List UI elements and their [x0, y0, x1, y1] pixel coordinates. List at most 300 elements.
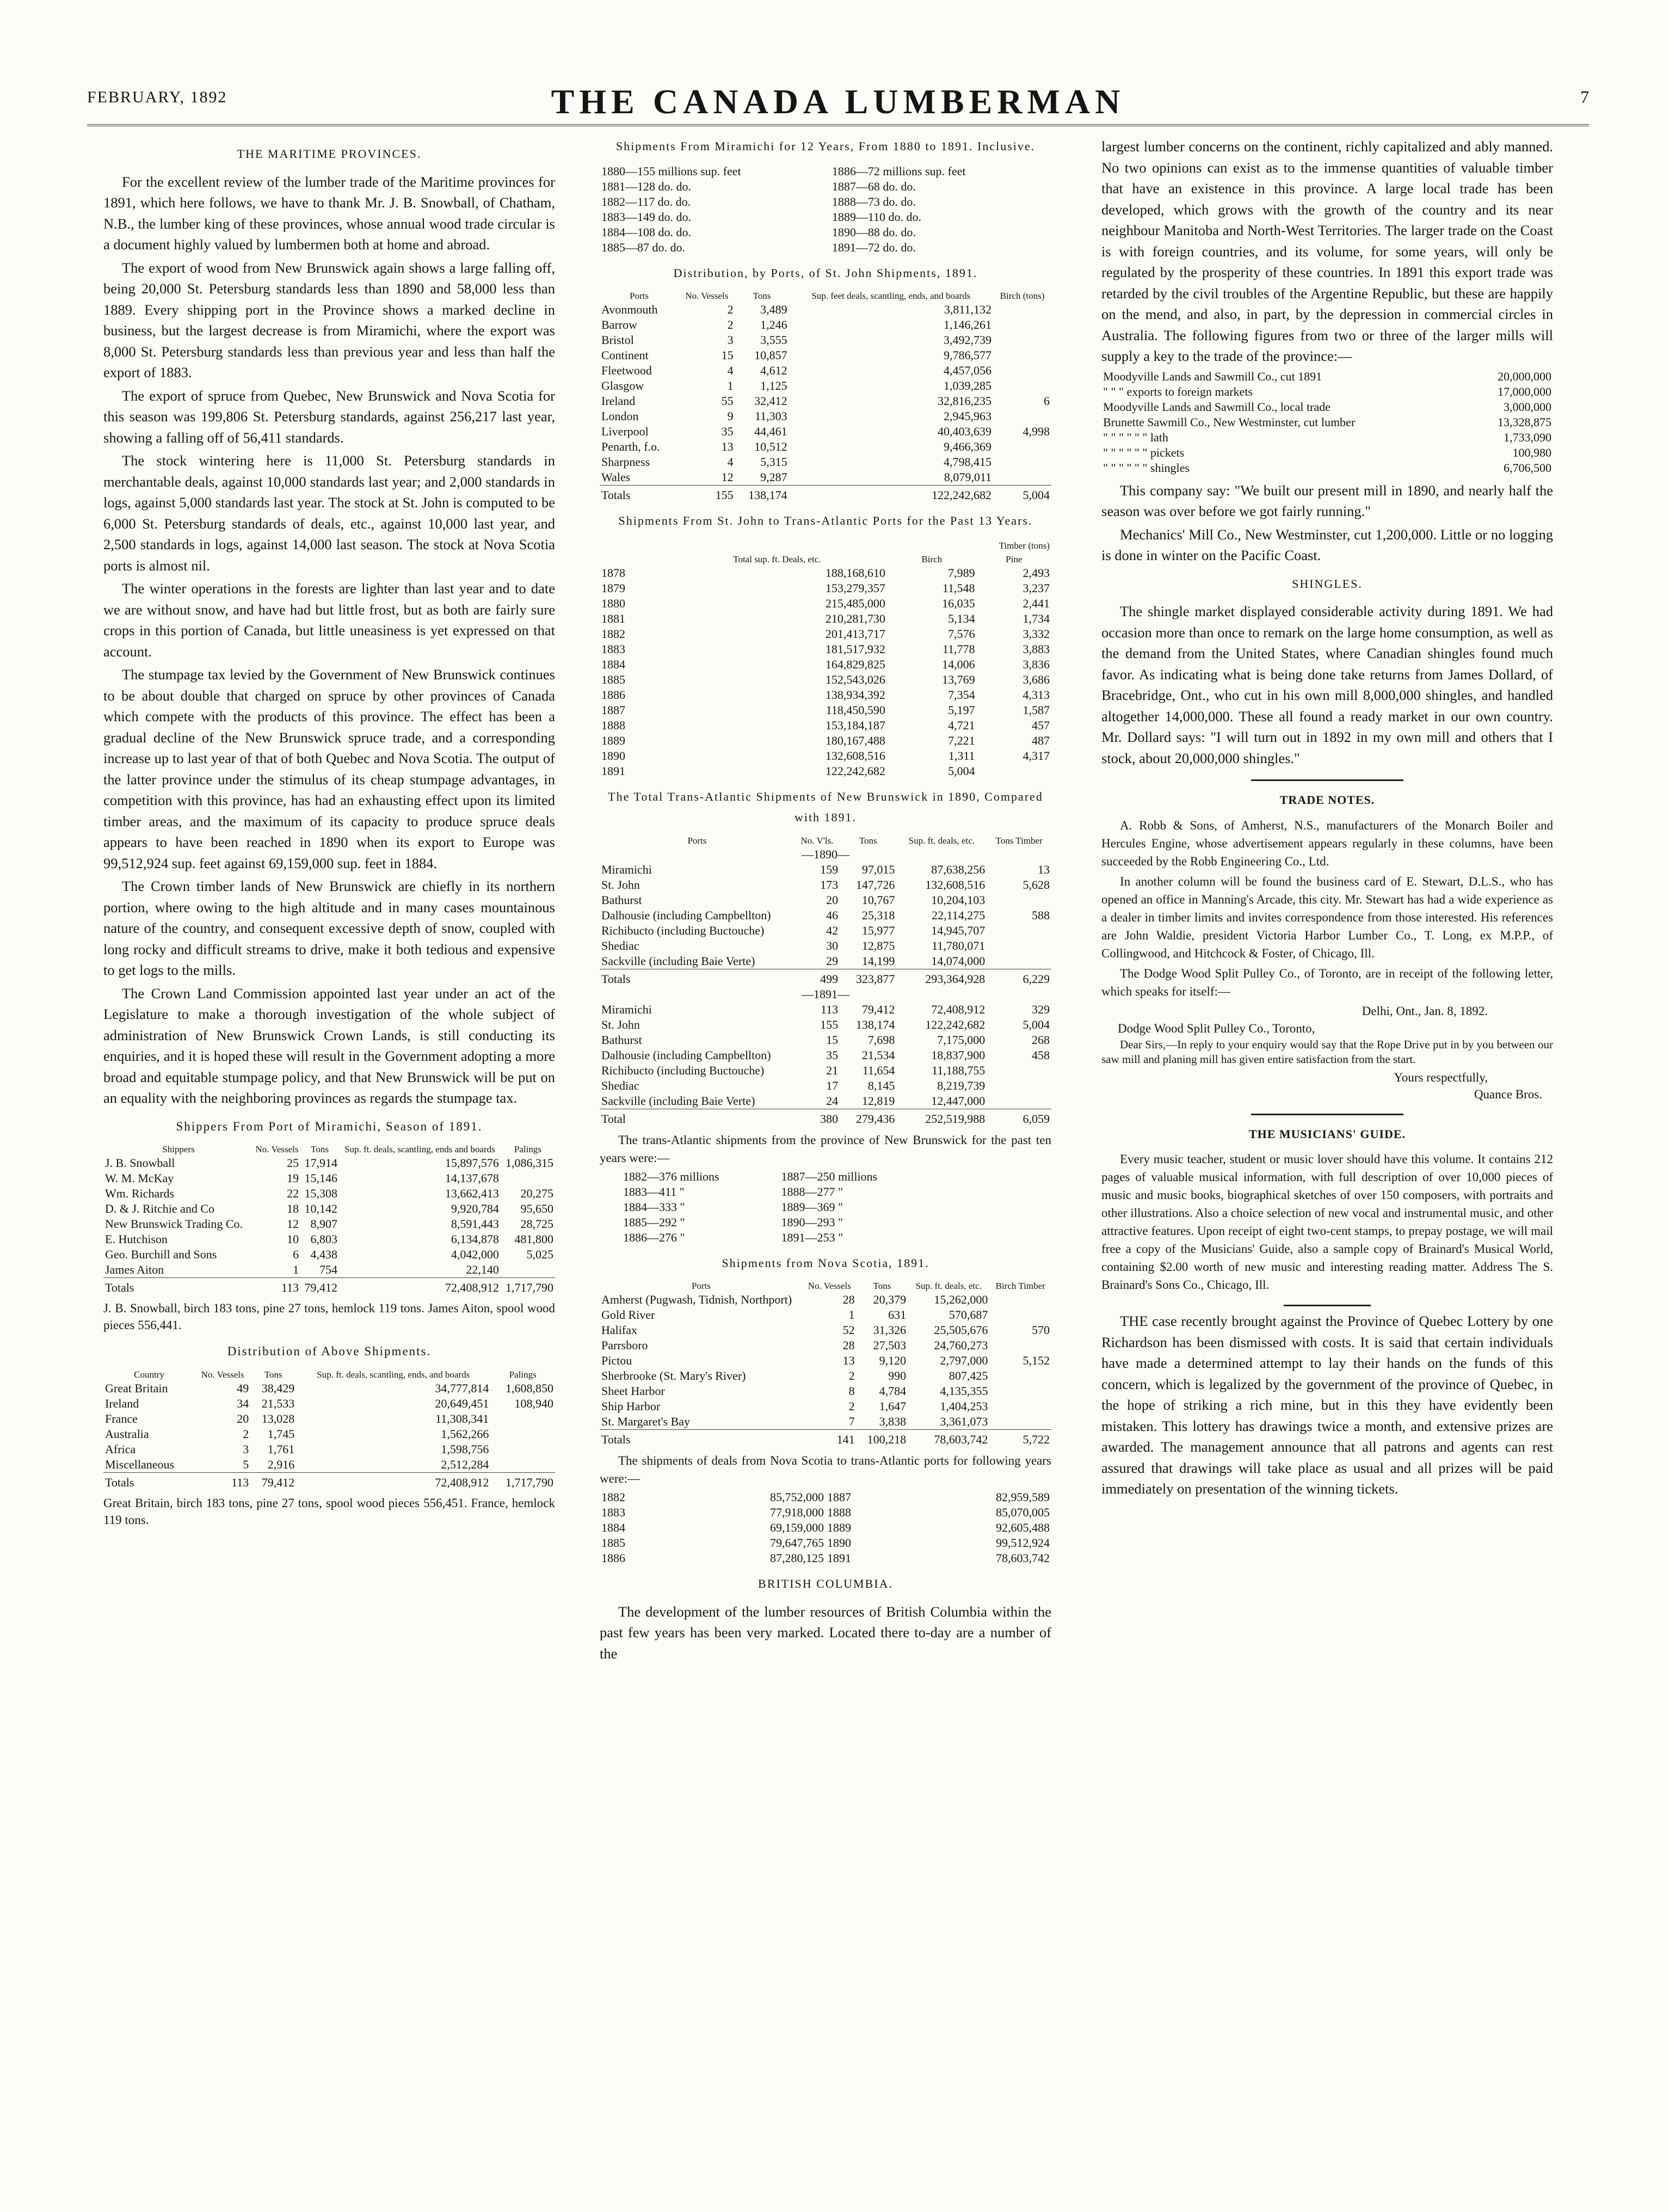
table-cell: 141 — [803, 1430, 857, 1448]
table-cell: 1,647 — [879, 1399, 907, 1413]
table-cell: 8,145 — [867, 1078, 895, 1092]
table-cell: 14,137,678 — [445, 1171, 499, 1185]
table-cell: 10 — [287, 1232, 299, 1246]
table-cell: 1882—117 do. do. — [601, 194, 691, 208]
table-cell: 1,404,253 — [940, 1399, 988, 1413]
table-row — [600, 862, 1051, 877]
table-cell: 155 — [679, 486, 735, 503]
table-cell: 21,533 — [261, 1396, 295, 1410]
table-cell: 1888 — [601, 718, 625, 732]
table-cell: 754 — [319, 1263, 337, 1276]
table-cell: 1888—73 do. do. — [832, 194, 916, 208]
table-row — [103, 1381, 555, 1396]
table-cell: Shediac — [601, 938, 639, 953]
column-header: Sup. ft. deals, etc. — [908, 835, 975, 846]
table-cell: 3,000,000 — [1504, 400, 1551, 414]
table-cell: 7 — [848, 1415, 855, 1428]
table-cell: 1883 — [601, 642, 625, 656]
column-header: No. Vessels — [201, 1369, 244, 1380]
table-row — [600, 317, 1051, 333]
table-cell: 1891 — [601, 764, 625, 778]
table-row — [600, 439, 1051, 454]
table-cell: Totals — [103, 1472, 195, 1490]
table-row — [103, 1396, 555, 1411]
masthead-rule — [87, 124, 1589, 126]
table-cell: 1,246 — [760, 318, 787, 331]
column-header — [600, 554, 667, 566]
table-cell: Sackville (including Baie Verte) — [601, 1093, 755, 1108]
table-cell: 15,262,000 — [934, 1293, 988, 1306]
table-cell — [993, 454, 1051, 470]
table-cell: St. John — [601, 877, 640, 892]
table-cell: Penarth, f.o. — [601, 440, 660, 453]
table-cell: 15,977 — [861, 923, 895, 937]
table-cell — [993, 439, 1051, 454]
table-cell: 15 — [721, 348, 734, 362]
column-header: No. Vessels — [808, 1281, 851, 1291]
article-paragraph: For the excellent review of the lumber trade of the Maritime provinces for 1891, which here follows, we have to thank Mr. J. B. Snowball, of Chatham, N.B., the lumber king of these provinces, whose annual wood trade circular is a document highly valued by lumbermen both at home and abroad. — [103, 173, 555, 253]
table-row — [621, 1230, 938, 1245]
table-cell: 11,303 — [754, 409, 787, 423]
table-cell: 28 — [842, 1338, 855, 1352]
table-row — [103, 1278, 555, 1296]
table-row — [103, 1201, 555, 1216]
table-cell: 113 — [820, 1002, 839, 1016]
table-row — [600, 225, 1051, 240]
table-cell: Sherbrooke (St. Mary's River) — [601, 1369, 746, 1382]
table-cell — [993, 302, 1051, 317]
table-section-label — [600, 538, 1051, 554]
table-cell: 1889 — [827, 1521, 851, 1534]
table-row — [600, 1093, 1051, 1109]
letter-date: Delhi, Ont., Jan. 8, 1892. — [1362, 1004, 1488, 1018]
table-cell: 87,280,125 — [769, 1551, 824, 1565]
table-cell: 113 — [254, 1278, 300, 1296]
table-cell: 11,778 — [942, 642, 975, 656]
table-cell: 14,006 — [942, 657, 975, 671]
table-row — [600, 703, 1051, 718]
table-cell: 8,907 — [310, 1217, 337, 1231]
table-row — [600, 1292, 1051, 1307]
table-cell: 78,603,742 — [908, 1430, 989, 1448]
letter-recipient: Dodge Wood Split Pulley Co., Toronto, — [1118, 1021, 1315, 1035]
table-cell: 1881—128 do. do. — [601, 179, 691, 193]
table-cell: 1,761 — [267, 1442, 295, 1456]
table-cell: 22,114,275 — [932, 908, 986, 922]
letter — [1101, 1003, 1553, 1103]
british-columbia-more — [1101, 480, 1553, 566]
table-cell: W. M. McKay — [105, 1171, 174, 1185]
table-cell — [993, 317, 1051, 333]
mills-table — [1101, 369, 1553, 476]
table-cell: 30 — [826, 938, 839, 953]
table-row — [600, 302, 1051, 317]
table-cell: 122,242,682 — [925, 1017, 986, 1031]
table-cell: 8,079,011 — [944, 470, 992, 484]
table-cell: Dalhousie (including Campbellton) — [601, 1048, 771, 1062]
column-header: Country — [134, 1369, 164, 1380]
table-cell: 22 — [287, 1187, 299, 1200]
table-cell: 25 — [287, 1156, 299, 1170]
table-cell: 72,408,912 — [296, 1472, 490, 1490]
separator-rule — [1284, 1305, 1371, 1306]
stjohn-ports-title: Distribution, by Ports, of St. John Shipments, 1891. — [673, 266, 978, 280]
article-paragraph: The stumpage tax levied by the Government of New Brunswick continues to be about double that charged on spruce by other provinces of Canada which compete with the products of this province. The effect has been a gradual decline of the New Brunswick spruce trade, and a corresponding increase up to last year of that of both Quebec and Nova Scotia. The output of the latter province under the stimulus of its cheap stumpage advantages, in competition with this province, has had an exhausting effect upon its limited timber areas, and the maximum of its capacity to produce spruce deals appears to have been reached in 1890 when its export to Europe was 99,512,924 sup. feet against 69,159,000 sup. feet in 1884. — [103, 666, 555, 871]
table-cell: 3,883 — [1023, 642, 1050, 656]
table-cell: 2 — [727, 318, 734, 331]
table-cell: 3,811,132 — [944, 303, 992, 316]
column-header: Ports — [630, 291, 649, 301]
table-cell: " " " " " " shingles — [1103, 460, 1190, 475]
table-header-row — [600, 554, 1051, 566]
table-cell: 2,493 — [1023, 566, 1050, 580]
table-cell: Miramichi — [601, 1002, 652, 1016]
table-cell: 1,562,266 — [441, 1427, 489, 1441]
distribution-note: Great Britain, birch 183 tons, pine 27 tons, spool wood pieces 556,451. France, hemlock 119 tons. — [103, 1496, 555, 1527]
table-cell: 6,229 — [987, 969, 1051, 987]
table-cell: Bristol — [601, 333, 634, 347]
trade-note-paragraph: A. Robb & Sons, of Amherst, N.S., manufacturers of the Monarch Boiler and Hercules Engine, whose advertisement appears regularly in these columns, have been succeeded by the Robb Engineering Co., Ltd. — [1101, 818, 1553, 868]
table-cell — [993, 470, 1051, 486]
table-cell: 159 — [820, 862, 839, 876]
table-cell: 79,412 — [300, 1278, 339, 1296]
table-cell: 2 — [848, 1399, 855, 1413]
table-cell: New Brunswick Trading Co. — [105, 1217, 243, 1231]
table-cell: 1888 — [827, 1506, 851, 1519]
table-cell: 132,608,516 — [925, 877, 986, 892]
table-cell: 631 — [888, 1308, 907, 1322]
distribution-table-title: Distribution of Above Shipments. — [227, 1344, 432, 1358]
table-cell: 4,438 — [310, 1248, 337, 1261]
ten-years-table — [621, 1169, 938, 1245]
table-row — [600, 1384, 1051, 1399]
table-cell — [993, 348, 1051, 363]
table-cell: 1 — [293, 1263, 299, 1276]
article-paragraph: This company say: "We built our present mill in 1890, and nearly half the season was over before we got fairly running." — [1101, 482, 1553, 519]
musicians-guide-heading: THE MUSICIANS' GUIDE. — [1248, 1127, 1406, 1141]
letter-body: Dear Sirs,—In reply to your enquiry would say that the Rope Drive put in by you between our saw mill and planing mill has given entire satisfaction from the start. — [1101, 1037, 1553, 1066]
table-cell: 21,534 — [861, 1048, 895, 1062]
table-cell: 807,425 — [949, 1369, 988, 1382]
table-cell: 14,074,000 — [931, 954, 986, 968]
table-cell: 34 — [237, 1396, 249, 1410]
table-cell: 1891—72 do. do. — [832, 240, 916, 254]
table-cell: 20,379 — [873, 1293, 907, 1306]
table-cell: Dalhousie (including Campbellton) — [601, 908, 771, 922]
table-cell: 79,647,765 — [769, 1536, 824, 1550]
table-row — [103, 1247, 555, 1262]
table-cell: 252,519,988 — [896, 1109, 987, 1127]
table-cell: 147,726 — [855, 877, 895, 892]
table-cell: 1886 — [601, 687, 625, 702]
table-cell: 4,784 — [879, 1384, 907, 1398]
table-cell: 279,436 — [840, 1109, 896, 1127]
table-cell: Miscellaneous — [105, 1457, 175, 1471]
table-cell: 4,042,000 — [451, 1248, 499, 1261]
table-cell: 990 — [888, 1369, 907, 1382]
distribution-table — [103, 1369, 555, 1490]
section-label: Timber (tons) — [999, 540, 1050, 551]
table-cell: 44,461 — [754, 425, 787, 438]
table-row — [103, 1156, 555, 1171]
table-row — [600, 179, 1051, 194]
table-row — [600, 1490, 1051, 1505]
table-cell: 12,875 — [861, 938, 895, 953]
table-cell: 1,086,315 — [506, 1156, 553, 1170]
table-cell: 2 — [243, 1427, 249, 1441]
table-cell: 92,605,488 — [996, 1521, 1050, 1534]
table-cell: 4,313 — [1023, 687, 1050, 702]
table-row — [600, 908, 1051, 923]
table-cell — [993, 409, 1051, 424]
transatlantic-table — [600, 538, 1051, 779]
table-cell: 11,654 — [862, 1063, 895, 1077]
table-cell: Great Britain — [105, 1381, 168, 1395]
table-section-label — [600, 847, 1051, 862]
table-cell: 1884 — [601, 1521, 625, 1534]
table-cell: 153,279,357 — [825, 581, 885, 595]
letter-signature: Quance Bros. — [1474, 1087, 1542, 1101]
column-header: Birch — [921, 554, 943, 564]
table-cell: 17,914 — [304, 1156, 337, 1170]
deals-table — [600, 1490, 1051, 1566]
table-cell: 2,441 — [1023, 596, 1050, 610]
section-label: —1891— — [802, 987, 849, 1001]
table-cell — [989, 1368, 1051, 1384]
table-row — [600, 1323, 1051, 1338]
table-cell: 69,159,000 — [769, 1521, 824, 1534]
table-cell: 481,800 — [514, 1232, 553, 1246]
table-cell: 7,175,000 — [937, 1033, 986, 1047]
table-row — [600, 657, 1051, 672]
table-cell: 13,328,875 — [1498, 415, 1551, 429]
table-row — [600, 1399, 1051, 1414]
table-cell: 7,354 — [948, 687, 975, 702]
table-cell: 21 — [826, 1063, 839, 1077]
table-row — [1101, 369, 1553, 384]
table-cell: Ireland — [105, 1396, 139, 1410]
table-row — [103, 1457, 555, 1473]
table-cell: 17,000,000 — [1498, 384, 1551, 398]
british-columbia-continued — [1101, 136, 1553, 367]
table-cell: 1889 — [601, 733, 625, 747]
stjohn-ports-table — [600, 290, 1051, 503]
table-cell: 10,142 — [304, 1202, 337, 1215]
article-paragraph: The stock wintering here is 11,000 St. Petersburg standards in merchantable deals, against 10,000 standards last year; and 2,000 standards in logs, against 5,000 standards last year. The stock at St. John is computed to be 6,000 St. Petersburg standards of deals, etc., against 10,000 last year, and 2,500 standards in logs, against 14,000 last season. The stock at Nova Scotia ports is almost nil. — [103, 452, 555, 574]
table-cell: Glasgow — [601, 379, 644, 392]
table-cell: Total — [600, 1109, 795, 1127]
table-header-row — [600, 290, 1051, 302]
table-cell: 5,315 — [760, 455, 787, 469]
table-cell: 5,004 — [993, 486, 1051, 503]
table-row — [600, 194, 1051, 210]
shippers-table — [103, 1144, 555, 1295]
table-cell: 55 — [721, 394, 734, 408]
table-row — [600, 923, 1051, 938]
table-row — [600, 240, 1051, 255]
table-cell: 1887—68 do. do. — [832, 179, 916, 193]
table-cell: Avonmouth — [601, 303, 658, 316]
trade-note-paragraph: In another column will be found the business card of E. Stewart, D.L.S., who has opened an office in Manning's Arcade, this city. Mr. Stewart has had a wide experience as a dealer in timber limits and invites correspondence from those interested. His references are John Waldie, president Victoria Harbor Lumber Co., T. Long, ex M.P.P., of Collingwood, and Hitchcock & Foster, of Chicago, Ill. — [1101, 874, 1553, 960]
letter-close: Yours respectfully, — [1394, 1070, 1488, 1084]
table-cell: 3,237 — [1023, 581, 1050, 595]
table-cell: 1,146,261 — [944, 318, 992, 331]
table-cell: 1887 — [601, 703, 625, 717]
table-cell: 77,918,000 — [769, 1506, 824, 1519]
column-header: No. Vessels — [255, 1144, 299, 1154]
table-cell: E. Hutchison — [105, 1232, 168, 1246]
table-cell: Miramichi — [601, 862, 652, 876]
table-row — [600, 1002, 1051, 1017]
table-cell: 78,603,742 — [996, 1551, 1050, 1565]
table-cell: 1885 — [601, 672, 625, 686]
table-section-label — [600, 987, 1051, 1002]
table-cell: Sackville (including Baie Verte) — [601, 954, 755, 968]
table-cell: 4,457,056 — [944, 364, 992, 377]
table-cell: 499 — [795, 969, 840, 987]
table-row — [600, 378, 1051, 394]
article-paragraph: The export of spruce from Quebec, New Brunswick and Nova Scotia for this season was 199,806 St. Petersburg standards, against 256,217 last year, showing a falling off of 56,411 standards. — [103, 387, 555, 446]
table-cell: 13,028 — [261, 1411, 295, 1425]
table-row — [1101, 400, 1553, 415]
table-cell: 85,070,005 — [996, 1506, 1050, 1519]
table-cell: Totals — [600, 969, 795, 987]
table-cell: 3,332 — [1023, 626, 1050, 641]
table-cell — [501, 1171, 555, 1186]
table-row — [600, 954, 1051, 969]
table-cell: 6,134,878 — [451, 1232, 499, 1246]
table-cell: 201,413,717 — [825, 626, 885, 641]
table-cell: Sharpness — [601, 455, 650, 469]
table-cell: 1878 — [601, 566, 625, 580]
table-cell: 4,135,355 — [940, 1384, 988, 1398]
table-cell: 3,489 — [760, 303, 787, 316]
table-row — [600, 333, 1051, 348]
table-row — [600, 611, 1051, 626]
table-cell: D. & J. Ritchie and Co — [105, 1202, 215, 1215]
issue-date: FEBRUARY, 1892 — [87, 88, 227, 106]
column-header: Total sup. ft. Deals, etc. — [733, 554, 821, 564]
table-cell: 7,576 — [948, 626, 975, 641]
table-cell: " " " " " " lath — [1103, 430, 1168, 444]
table-cell: 380 — [795, 1109, 840, 1127]
table-cell: 8,219,739 — [937, 1078, 986, 1092]
table-cell: 1889—110 do. do. — [832, 210, 922, 224]
column-header: Sup. ft. deals, scantling, ends and boards — [344, 1144, 495, 1154]
table-row — [103, 1427, 555, 1442]
column-header: Birch (tons) — [1000, 291, 1045, 301]
table-cell: 1,587 — [1023, 703, 1050, 717]
table-cell: 38,429 — [261, 1381, 295, 1395]
table-cell: 138,934,392 — [825, 687, 885, 702]
table-cell — [501, 1262, 555, 1278]
table-cell: 2,916 — [267, 1457, 295, 1471]
lottery-para: THE case recently brought against the Province of Quebec Lottery by one Richardson has been dismissed with costs. It is said that certain individuals have made a determined attempt to lay their hands on the funds of this concern, which is legalized by the government of the province of Quebec, in the hope of striking a rich mine, but in this they have evidently been mistaken. This lottery has drawings twice a month, and extensive prizes are awarded. The management announce that all patrons and agents can rest assured that drawings will take place as usual and all prizes will be paid immediately on presentation of the winning tickets. — [1101, 1313, 1553, 1497]
table-cell: 7,698 — [867, 1033, 895, 1047]
table-cell — [987, 954, 1051, 969]
table-cell — [987, 1063, 1051, 1078]
table-cell: Sheet Harbor — [601, 1384, 665, 1398]
table-cell: 10,204,103 — [931, 893, 986, 907]
table-cell: Bathurst — [601, 1033, 642, 1047]
table-cell: 181,517,932 — [825, 642, 885, 656]
table-row — [600, 424, 1051, 439]
table-row — [600, 733, 1051, 748]
table-header-row — [600, 1280, 1051, 1292]
table-cell: 9,920,784 — [451, 1202, 499, 1215]
table-cell: 4,721 — [948, 718, 975, 732]
miramichi-years-table — [600, 164, 1051, 255]
table-row — [600, 1048, 1051, 1063]
table-cell: 22,140 — [466, 1263, 499, 1276]
table-cell — [989, 1399, 1051, 1414]
table-cell — [993, 378, 1051, 394]
table-cell: 13,769 — [942, 672, 975, 686]
british-columbia-para: The development of the lumber resources of British Columbia within the past few years has been very marked. Located there to-day are a number of the — [600, 1603, 1051, 1662]
table-cell — [989, 1338, 1051, 1353]
table-cell: 5,134 — [948, 611, 975, 625]
column-header: Tons — [311, 1144, 329, 1154]
table-cell — [987, 1078, 1051, 1093]
table-cell: 12,447,000 — [931, 1093, 986, 1108]
table-cell — [989, 1292, 1051, 1307]
table-cell: 7,221 — [948, 733, 975, 747]
table-cell: 32,412 — [754, 394, 787, 408]
table-cell: 31,326 — [873, 1323, 907, 1337]
article-paragraph: largest lumber concerns on the continent, richly capitalized and ably manned. No two opinions can exist as to the immense quantities of valuable timber that have an existence in this province. A large local trade has been developed, which grows with the growth of the country and its near neighbour Manitoba and North-West Territories. The larger trade on the Coast is with foreign countries, and its volume, for some years, will only be regulated by the prosperity of these countries. In 1891 this export trade was retarded by the civil troubles of the Argentine Republic, but these are happily on the mend, and also, in part, by the depression in commercial circles in Australia. The following figures from two or three of the larger mills will supply a key to the trade of the province:— — [1101, 138, 1553, 364]
column-3 — [1101, 136, 1553, 1502]
table-cell: Totals — [600, 1430, 803, 1448]
table-cell: 29 — [826, 954, 839, 968]
table-cell: St. John — [601, 1017, 640, 1031]
column-header: Birch Timber — [995, 1281, 1045, 1291]
table-row — [600, 672, 1051, 687]
table-cell: 52 — [842, 1323, 855, 1337]
table-cell: 1883—149 do. do. — [601, 210, 691, 224]
table-cell — [993, 333, 1051, 348]
shingles-para: The shingle market displayed considerable activity during 1891. We had occasion more than once to remark on the large home consumption, as well as the demand from the United States, where Canadian shingles found much favor. As indicating what is being done take returns from James Dollard, of Bracebridge, Ont., who cut in his own mill 8,000,000 shingles, and handled altogether 14,000,000. These all found a ready market in our own country. Mr. Dollard says: "I will turn out in 1892 in my own mill and others that I stock, about 20,000,000 shingles." — [1101, 603, 1553, 766]
table-cell: Barrow — [601, 318, 637, 331]
table-cell: 46 — [826, 908, 839, 922]
table-cell: 180,167,488 — [825, 733, 885, 747]
table-cell: 12,819 — [861, 1093, 895, 1108]
table-cell: 14,945,707 — [931, 923, 986, 937]
table-row — [600, 409, 1051, 424]
table-cell: " " " " " " pickets — [1103, 445, 1185, 459]
table-cell: Gold River — [601, 1308, 655, 1322]
table-cell: 3,361,073 — [940, 1415, 988, 1428]
table-cell: 5,197 — [948, 703, 975, 717]
table-cell: 293,364,928 — [896, 969, 987, 987]
table-cell: 72,408,912 — [339, 1278, 501, 1296]
shingles-heading: SHINGLES. — [1292, 576, 1363, 591]
column-header: Tons — [873, 1281, 891, 1291]
table-cell: 15,308 — [304, 1187, 337, 1200]
trade-notes — [1101, 816, 1553, 1000]
table-cell: 11,188,755 — [932, 1063, 986, 1077]
table-cell: 118,450,590 — [826, 703, 885, 717]
table-cell: 13 — [842, 1354, 855, 1367]
table-row — [600, 764, 1051, 779]
table-row — [103, 1216, 555, 1232]
table-row — [621, 1200, 938, 1215]
table-cell: 14,199 — [861, 954, 895, 968]
article-paragraph: The export of wood from New Brunswick again shows a large falling off, being 20,000 St. Petersburg standards less than 1890 and 58,000 less than 1889. Every shipping port in the Province shows a marked decline in business, but the largest decrease is from Miramichi, where the export was 8,000 St. Petersburg standards less than previous year and less than half the export of 1883. — [103, 259, 555, 380]
table-cell: 12 — [287, 1217, 299, 1231]
shippers-table-title: Shippers From Port of Miramichi, Season of 1891. — [176, 1119, 483, 1133]
table-cell: 7,989 — [948, 566, 975, 580]
table-cell: 1885 — [601, 1536, 625, 1550]
